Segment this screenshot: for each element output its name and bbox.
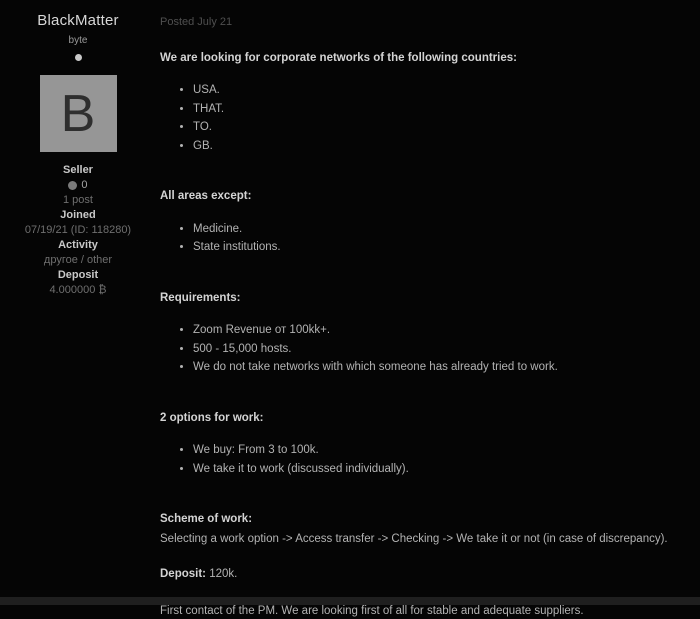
countries-list [160, 81, 690, 155]
author-rank-label: byte [68, 35, 88, 46]
author-username-link[interactable]: BlackMatter [37, 12, 119, 29]
deposit-label: Deposit [57, 269, 99, 281]
requirements-heading: Requirements: [160, 291, 241, 304]
post-footer-text: First contact of the PM. We are looking first of all for stable and adequate suppliers. [160, 604, 584, 617]
joined-value: 07/19/21 (ID: 118280) [24, 224, 132, 236]
options-list [160, 441, 690, 478]
scheme-heading: Scheme of work: [160, 513, 253, 526]
activity-label: Activity [58, 239, 98, 251]
reputation-count: 0 [81, 179, 88, 191]
activity-value: другое / other [43, 254, 113, 266]
list-item: • We take it to work (discussed individually). [193, 460, 690, 479]
avatar-letter: B [60, 84, 96, 143]
exceptions-heading: All areas except: [160, 190, 252, 203]
list-item: • We buy: From 3 to 100k. [193, 441, 690, 460]
list-item: • TO. [193, 118, 690, 137]
post-body [160, 0, 690, 619]
scheme-text: Selecting a work option -> Access transfer -> Checking -> We take it or not (in case of discrepancy). [160, 532, 668, 545]
post-count: 1 post [63, 194, 93, 206]
list-item: • Medicine. [193, 220, 690, 239]
list-item: • GB. [193, 137, 690, 156]
options-heading: 2 options for work: [160, 411, 264, 424]
exceptions-list [160, 220, 690, 257]
author-avatar[interactable] [40, 75, 117, 152]
deposit-amount-label: Deposit: [160, 568, 206, 581]
list-item: • 500 - 15,000 hosts. [193, 340, 690, 359]
countries-heading: We are looking for corporate networks of the following countries: [160, 51, 517, 64]
list-item: • USA. [193, 81, 690, 100]
deposit-value: 4.000000 ₿ [49, 284, 107, 296]
author-role-label: Seller [63, 164, 93, 176]
deposit-line [160, 567, 690, 583]
reputation-dot-icon [68, 181, 77, 190]
requirements-list [160, 321, 690, 377]
author-stats [25, 163, 131, 298]
author-sidebar [0, 0, 156, 597]
list-item: • Zoom Revenue от 100kk+. [193, 321, 690, 340]
list-item: • We do not take networks with which someone has already tried to work. [193, 358, 690, 377]
online-status-icon [75, 54, 82, 61]
joined-label: Joined [60, 209, 96, 221]
post-timestamp: Posted July 21 [160, 16, 233, 28]
list-item: • THAT. [193, 100, 690, 119]
bottom-edge-divider [0, 597, 700, 605]
deposit-amount-value: 120k. [206, 568, 238, 581]
list-item: • State institutions. [193, 238, 690, 257]
reputation-row [68, 178, 87, 193]
